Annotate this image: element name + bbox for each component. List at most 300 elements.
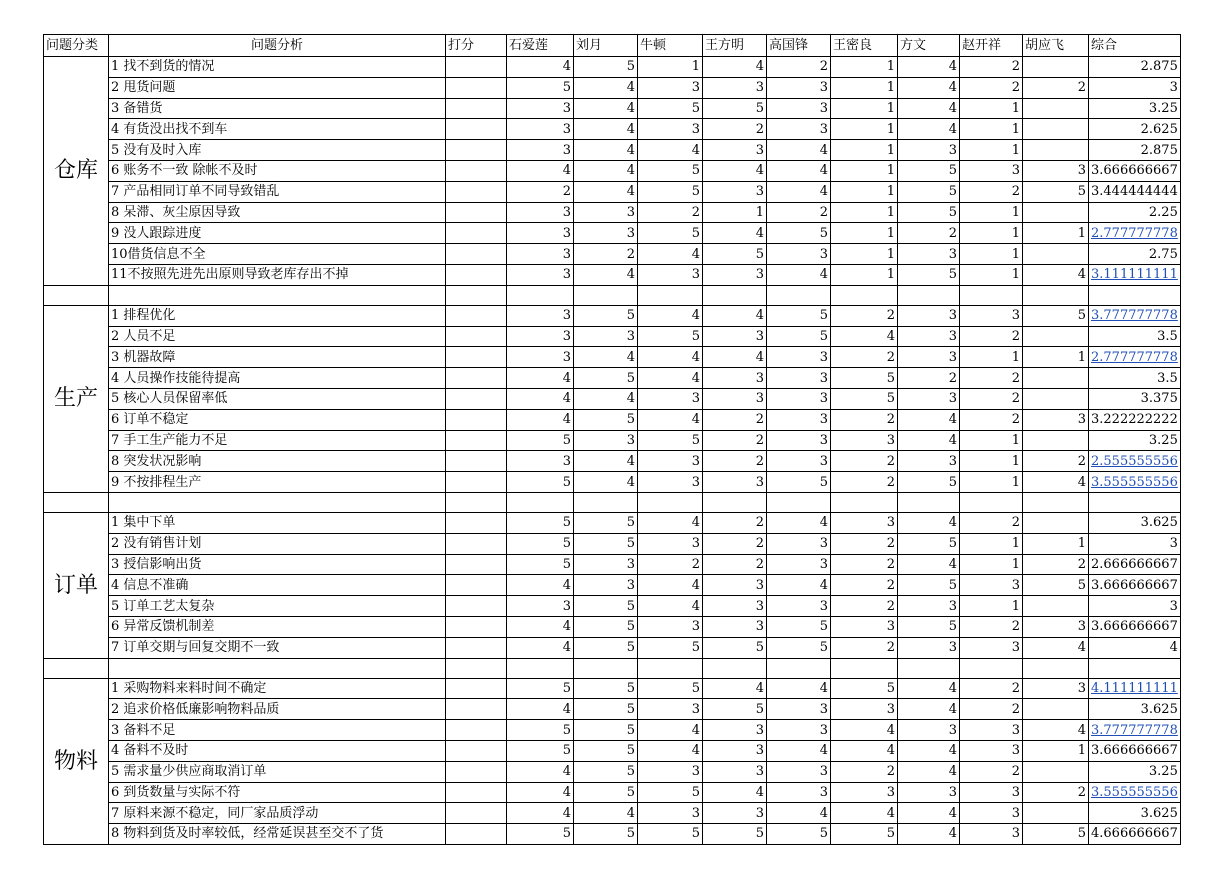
rater-score-cell[interactable]: 5: [507, 472, 574, 493]
issue-cell[interactable]: 4 备料不及时: [109, 740, 446, 761]
rater-score-cell[interactable]: 4: [507, 368, 574, 389]
score-column-cell[interactable]: [446, 803, 507, 824]
score-column-cell[interactable]: [446, 264, 507, 285]
rater-score-cell[interactable]: 5: [638, 98, 703, 119]
rater-score-cell[interactable]: [1023, 699, 1089, 720]
rater-score-cell[interactable]: 3: [574, 223, 638, 244]
score-column-cell[interactable]: [446, 782, 507, 803]
score-column-cell[interactable]: [446, 409, 507, 430]
rater-score-cell[interactable]: 2: [638, 202, 703, 223]
rater-score-cell[interactable]: 4: [898, 430, 960, 451]
rater-score-cell[interactable]: 3: [638, 451, 703, 472]
empty-cell[interactable]: [898, 492, 960, 512]
rater-score-cell[interactable]: 5: [574, 533, 638, 554]
average-cell[interactable]: 3.5: [1089, 326, 1181, 347]
rater-score-cell[interactable]: 4: [507, 388, 574, 409]
rater-score-cell[interactable]: [1023, 98, 1089, 119]
column-header[interactable]: 赵开祥: [960, 35, 1023, 57]
rater-score-cell[interactable]: 1: [703, 202, 767, 223]
rater-score-cell[interactable]: 5: [703, 98, 767, 119]
rater-score-cell[interactable]: 5: [767, 472, 831, 493]
rater-score-cell[interactable]: 5: [574, 824, 638, 845]
average-cell[interactable]: 3.666666667: [1089, 575, 1181, 596]
column-header[interactable]: 石爱莲: [507, 35, 574, 57]
issue-cell[interactable]: 3 备错货: [109, 98, 446, 119]
issue-cell[interactable]: 5 没有及时入库: [109, 140, 446, 161]
rater-score-cell[interactable]: 3: [638, 761, 703, 782]
average-cell[interactable]: 3: [1089, 77, 1181, 98]
rater-score-cell[interactable]: 3: [767, 596, 831, 617]
rater-score-cell[interactable]: 4: [831, 326, 898, 347]
rater-score-cell[interactable]: 4: [898, 119, 960, 140]
score-column-cell[interactable]: [446, 512, 507, 533]
rater-score-cell[interactable]: 4: [507, 575, 574, 596]
rater-score-cell[interactable]: 3: [960, 824, 1023, 845]
rater-score-cell[interactable]: 4: [898, 699, 960, 720]
rater-score-cell[interactable]: [1023, 326, 1089, 347]
issue-cell[interactable]: 7 订单交期与回复交期不一致: [109, 637, 446, 658]
category-cell[interactable]: 订单: [44, 512, 109, 658]
rater-score-cell[interactable]: 5: [898, 202, 960, 223]
rater-score-cell[interactable]: 2: [1023, 554, 1089, 575]
rater-score-cell[interactable]: 4: [574, 119, 638, 140]
rater-score-cell[interactable]: 3: [960, 160, 1023, 181]
rater-score-cell[interactable]: [1023, 202, 1089, 223]
rater-score-cell[interactable]: 4: [574, 803, 638, 824]
average-cell[interactable]: 2.666666667: [1089, 554, 1181, 575]
rater-score-cell[interactable]: 3: [831, 430, 898, 451]
rater-score-cell[interactable]: 3: [703, 740, 767, 761]
empty-cell[interactable]: [831, 285, 898, 305]
rater-score-cell[interactable]: 4: [898, 678, 960, 699]
category-cell[interactable]: 仓库: [44, 57, 109, 286]
rater-score-cell[interactable]: 3: [507, 119, 574, 140]
rater-score-cell[interactable]: 3: [767, 533, 831, 554]
empty-cell[interactable]: [1023, 658, 1089, 678]
rater-score-cell[interactable]: 2: [831, 347, 898, 368]
rater-score-cell[interactable]: 1: [831, 140, 898, 161]
issue-cell[interactable]: 1 找不到货的情况: [109, 57, 446, 78]
issue-cell[interactable]: 9 没人跟踪进度: [109, 223, 446, 244]
empty-cell[interactable]: [767, 285, 831, 305]
rater-score-cell[interactable]: 2: [898, 223, 960, 244]
rater-score-cell[interactable]: 5: [831, 824, 898, 845]
rater-score-cell[interactable]: 4: [898, 740, 960, 761]
average-link-cell[interactable]: 3.555555556: [1089, 782, 1181, 803]
rater-score-cell[interactable]: 2: [831, 472, 898, 493]
rater-score-cell[interactable]: 5: [638, 160, 703, 181]
empty-cell[interactable]: [1089, 658, 1181, 678]
empty-cell[interactable]: [44, 658, 109, 678]
rater-score-cell[interactable]: 3: [767, 699, 831, 720]
rater-score-cell[interactable]: 1: [1023, 223, 1089, 244]
rater-score-cell[interactable]: 5: [507, 678, 574, 699]
rater-score-cell[interactable]: 4: [574, 160, 638, 181]
rater-score-cell[interactable]: 4: [898, 98, 960, 119]
empty-cell[interactable]: [109, 285, 446, 305]
column-header[interactable]: 方文: [898, 35, 960, 57]
average-cell[interactable]: 2.75: [1089, 244, 1181, 265]
issue-cell[interactable]: 2 追求价格低廉影响物料品质: [109, 699, 446, 720]
rater-score-cell[interactable]: 2: [831, 451, 898, 472]
rater-score-cell[interactable]: 3: [831, 512, 898, 533]
score-column-cell[interactable]: [446, 77, 507, 98]
empty-cell[interactable]: [638, 285, 703, 305]
rater-score-cell[interactable]: 2: [831, 596, 898, 617]
empty-cell[interactable]: [1023, 492, 1089, 512]
rater-score-cell[interactable]: 4: [703, 782, 767, 803]
rater-score-cell[interactable]: 4: [898, 409, 960, 430]
empty-cell[interactable]: [898, 285, 960, 305]
rater-score-cell[interactable]: 2: [960, 388, 1023, 409]
rater-score-cell[interactable]: 4: [638, 140, 703, 161]
rater-score-cell[interactable]: 3: [960, 720, 1023, 741]
average-link-cell[interactable]: 3.111111111: [1089, 264, 1181, 285]
rater-score-cell[interactable]: 3: [703, 720, 767, 741]
rater-score-cell[interactable]: 5: [831, 678, 898, 699]
score-column-cell[interactable]: [446, 575, 507, 596]
rater-score-cell[interactable]: 3: [703, 181, 767, 202]
rater-score-cell[interactable]: 3: [507, 264, 574, 285]
rater-score-cell[interactable]: 1: [960, 98, 1023, 119]
category-cell[interactable]: 生产: [44, 305, 109, 492]
average-cell[interactable]: 3.25: [1089, 98, 1181, 119]
rater-score-cell[interactable]: 5: [574, 740, 638, 761]
empty-cell[interactable]: [446, 658, 507, 678]
rater-score-cell[interactable]: 3: [507, 326, 574, 347]
rater-score-cell[interactable]: 4: [638, 305, 703, 326]
empty-cell[interactable]: [638, 492, 703, 512]
rater-score-cell[interactable]: 5: [767, 616, 831, 637]
rater-score-cell[interactable]: 5: [574, 720, 638, 741]
score-column-cell[interactable]: [446, 554, 507, 575]
rater-score-cell[interactable]: 1: [1023, 740, 1089, 761]
rater-score-cell[interactable]: 3: [898, 388, 960, 409]
rater-score-cell[interactable]: 1: [960, 533, 1023, 554]
rater-score-cell[interactable]: 5: [638, 223, 703, 244]
rater-score-cell[interactable]: 5: [574, 512, 638, 533]
rater-score-cell[interactable]: 5: [574, 368, 638, 389]
average-cell[interactable]: 3.625: [1089, 803, 1181, 824]
rater-score-cell[interactable]: 5: [767, 637, 831, 658]
score-column-cell[interactable]: [446, 119, 507, 140]
rater-score-cell[interactable]: [1023, 512, 1089, 533]
rater-score-cell[interactable]: 3: [638, 119, 703, 140]
empty-cell[interactable]: [574, 658, 638, 678]
empty-cell[interactable]: [960, 658, 1023, 678]
rater-score-cell[interactable]: 1: [960, 244, 1023, 265]
rater-score-cell[interactable]: 1: [960, 554, 1023, 575]
rater-score-cell[interactable]: 1: [960, 472, 1023, 493]
rater-score-cell[interactable]: 4: [638, 720, 703, 741]
rater-score-cell[interactable]: 3: [960, 305, 1023, 326]
rater-score-cell[interactable]: 3: [767, 347, 831, 368]
rater-score-cell[interactable]: 3: [767, 451, 831, 472]
score-column-cell[interactable]: [446, 326, 507, 347]
rater-score-cell[interactable]: 2: [703, 119, 767, 140]
rater-score-cell[interactable]: 1: [1023, 533, 1089, 554]
rater-score-cell[interactable]: [1023, 596, 1089, 617]
score-column-cell[interactable]: [446, 740, 507, 761]
column-header[interactable]: 王密良: [831, 35, 898, 57]
rater-score-cell[interactable]: 3: [898, 140, 960, 161]
rater-score-cell[interactable]: 1: [831, 77, 898, 98]
rater-score-cell[interactable]: 5: [574, 596, 638, 617]
empty-cell[interactable]: [507, 492, 574, 512]
empty-cell[interactable]: [960, 492, 1023, 512]
average-cell[interactable]: 3.375: [1089, 388, 1181, 409]
rater-score-cell[interactable]: 3: [960, 782, 1023, 803]
rater-score-cell[interactable]: 3: [638, 533, 703, 554]
issue-cell[interactable]: 8 物料到货及时率较低，经常延误甚至交不了货: [109, 824, 446, 845]
rater-score-cell[interactable]: 4: [507, 57, 574, 78]
average-cell[interactable]: 3: [1089, 596, 1181, 617]
rater-score-cell[interactable]: 2: [831, 575, 898, 596]
rater-score-cell[interactable]: 4: [703, 57, 767, 78]
rater-score-cell[interactable]: 4: [898, 57, 960, 78]
rater-score-cell[interactable]: 4: [898, 761, 960, 782]
rater-score-cell[interactable]: 4: [703, 347, 767, 368]
rater-score-cell[interactable]: 5: [574, 305, 638, 326]
rater-score-cell[interactable]: 4: [507, 761, 574, 782]
rater-score-cell[interactable]: 5: [767, 305, 831, 326]
rater-score-cell[interactable]: 2: [960, 761, 1023, 782]
rater-score-cell[interactable]: [1023, 803, 1089, 824]
rater-score-cell[interactable]: 3: [703, 264, 767, 285]
rater-score-cell[interactable]: 3: [1023, 409, 1089, 430]
empty-cell[interactable]: [574, 285, 638, 305]
average-cell[interactable]: 3.666666667: [1089, 616, 1181, 637]
issue-cell[interactable]: 6 异常反馈机制差: [109, 616, 446, 637]
score-column-cell[interactable]: [446, 596, 507, 617]
rater-score-cell[interactable]: 1: [960, 264, 1023, 285]
rater-score-cell[interactable]: 3: [703, 596, 767, 617]
average-cell[interactable]: 4: [1089, 637, 1181, 658]
issue-cell[interactable]: 6 账务不一致 除帐不及时: [109, 160, 446, 181]
issue-cell[interactable]: 10借货信息不全: [109, 244, 446, 265]
rater-score-cell[interactable]: 2: [767, 57, 831, 78]
rater-score-cell[interactable]: 3: [960, 637, 1023, 658]
rater-score-cell[interactable]: 5: [703, 244, 767, 265]
empty-cell[interactable]: [574, 492, 638, 512]
rater-score-cell[interactable]: 5: [574, 409, 638, 430]
rater-score-cell[interactable]: 5: [703, 699, 767, 720]
rater-score-cell[interactable]: 4: [507, 637, 574, 658]
rater-score-cell[interactable]: 3: [831, 616, 898, 637]
rater-score-cell[interactable]: 5: [574, 57, 638, 78]
score-column-cell[interactable]: [446, 202, 507, 223]
category-cell[interactable]: 物料: [44, 678, 109, 844]
issue-cell[interactable]: 1 集中下单: [109, 512, 446, 533]
average-cell[interactable]: 3.625: [1089, 699, 1181, 720]
rater-score-cell[interactable]: 4: [831, 803, 898, 824]
rater-score-cell[interactable]: 3: [703, 140, 767, 161]
rater-score-cell[interactable]: 2: [831, 533, 898, 554]
rater-score-cell[interactable]: 3: [638, 803, 703, 824]
empty-cell[interactable]: [446, 285, 507, 305]
rater-score-cell[interactable]: 4: [1023, 637, 1089, 658]
rater-score-cell[interactable]: 5: [767, 223, 831, 244]
rater-score-cell[interactable]: 3: [898, 347, 960, 368]
rater-score-cell[interactable]: 3: [1023, 616, 1089, 637]
rater-score-cell[interactable]: 2: [831, 554, 898, 575]
rater-score-cell[interactable]: 4: [703, 678, 767, 699]
rater-score-cell[interactable]: 1: [960, 451, 1023, 472]
rater-score-cell[interactable]: 3: [767, 388, 831, 409]
rater-score-cell[interactable]: 4: [638, 512, 703, 533]
rater-score-cell[interactable]: 1: [960, 596, 1023, 617]
issue-cell[interactable]: 2 没有销售计划: [109, 533, 446, 554]
rater-score-cell[interactable]: 3: [507, 596, 574, 617]
rater-score-cell[interactable]: 3: [574, 326, 638, 347]
rater-score-cell[interactable]: 2: [960, 409, 1023, 430]
rater-score-cell[interactable]: 1: [831, 244, 898, 265]
rater-score-cell[interactable]: 4: [767, 160, 831, 181]
average-link-cell[interactable]: 3.777777778: [1089, 305, 1181, 326]
rater-score-cell[interactable]: 4: [638, 409, 703, 430]
rater-score-cell[interactable]: 4: [767, 512, 831, 533]
rater-score-cell[interactable]: 5: [638, 637, 703, 658]
rater-score-cell[interactable]: 5: [574, 637, 638, 658]
average-cell[interactable]: 3.5: [1089, 368, 1181, 389]
rater-score-cell[interactable]: 5: [507, 554, 574, 575]
rater-score-cell[interactable]: 3: [574, 430, 638, 451]
score-column-cell[interactable]: [446, 140, 507, 161]
rater-score-cell[interactable]: 3: [898, 782, 960, 803]
rater-score-cell[interactable]: 3: [638, 264, 703, 285]
empty-cell[interactable]: [638, 658, 703, 678]
rater-score-cell[interactable]: 5: [898, 160, 960, 181]
rater-score-cell[interactable]: 1: [831, 160, 898, 181]
issue-cell[interactable]: 4 人员操作技能待提高: [109, 368, 446, 389]
rater-score-cell[interactable]: [1023, 761, 1089, 782]
empty-cell[interactable]: [1089, 492, 1181, 512]
rater-score-cell[interactable]: 2: [960, 57, 1023, 78]
rater-score-cell[interactable]: 2: [960, 326, 1023, 347]
rater-score-cell[interactable]: 1: [1023, 347, 1089, 368]
score-column-cell[interactable]: [446, 761, 507, 782]
average-cell[interactable]: 2.625: [1089, 119, 1181, 140]
issue-cell[interactable]: 6 到货数量与实际不符: [109, 782, 446, 803]
issue-cell[interactable]: 5 需求量少供应商取消订单: [109, 761, 446, 782]
rater-score-cell[interactable]: 2: [703, 451, 767, 472]
rater-score-cell[interactable]: 4: [638, 740, 703, 761]
rater-score-cell[interactable]: 3: [574, 575, 638, 596]
empty-cell[interactable]: [44, 285, 109, 305]
rater-score-cell[interactable]: 3: [703, 803, 767, 824]
rater-score-cell[interactable]: 2: [638, 554, 703, 575]
rater-score-cell[interactable]: 4: [574, 140, 638, 161]
rater-score-cell[interactable]: 3: [703, 616, 767, 637]
rater-score-cell[interactable]: 3: [767, 554, 831, 575]
rater-score-cell[interactable]: 3: [507, 451, 574, 472]
average-cell[interactable]: 3.25: [1089, 761, 1181, 782]
rater-score-cell[interactable]: 4: [574, 472, 638, 493]
score-column-cell[interactable]: [446, 347, 507, 368]
rater-score-cell[interactable]: 4: [507, 160, 574, 181]
average-cell[interactable]: 2.875: [1089, 140, 1181, 161]
issue-cell[interactable]: 8 呆滞、灰尘原因导致: [109, 202, 446, 223]
rater-score-cell[interactable]: 1: [831, 202, 898, 223]
rater-score-cell[interactable]: 4: [638, 244, 703, 265]
rater-score-cell[interactable]: 3: [1023, 678, 1089, 699]
rater-score-cell[interactable]: 3: [767, 409, 831, 430]
rater-score-cell[interactable]: 3: [898, 637, 960, 658]
rater-score-cell[interactable]: 3: [767, 720, 831, 741]
rater-score-cell[interactable]: 5: [898, 472, 960, 493]
rater-score-cell[interactable]: 3: [1023, 160, 1089, 181]
rater-score-cell[interactable]: 5: [507, 512, 574, 533]
rater-score-cell[interactable]: 4: [638, 596, 703, 617]
rater-score-cell[interactable]: 3: [703, 368, 767, 389]
rater-score-cell[interactable]: 3: [898, 720, 960, 741]
rater-score-cell[interactable]: 4: [507, 699, 574, 720]
rater-score-cell[interactable]: 1: [960, 347, 1023, 368]
rater-score-cell[interactable]: [1023, 119, 1089, 140]
rater-score-cell[interactable]: 2: [831, 409, 898, 430]
rater-score-cell[interactable]: 4: [703, 160, 767, 181]
average-cell[interactable]: 3.222222222: [1089, 409, 1181, 430]
rater-score-cell[interactable]: [1023, 244, 1089, 265]
issue-cell[interactable]: 3 授信影响出货: [109, 554, 446, 575]
rater-score-cell[interactable]: 4: [507, 409, 574, 430]
column-header[interactable]: 高国锋: [767, 35, 831, 57]
rater-score-cell[interactable]: 2: [1023, 782, 1089, 803]
rater-score-cell[interactable]: 4: [898, 803, 960, 824]
empty-cell[interactable]: [703, 285, 767, 305]
rater-score-cell[interactable]: 2: [703, 409, 767, 430]
rater-score-cell[interactable]: 4: [767, 140, 831, 161]
rater-score-cell[interactable]: 5: [574, 782, 638, 803]
rater-score-cell[interactable]: 5: [898, 575, 960, 596]
rater-score-cell[interactable]: 3: [767, 761, 831, 782]
rater-score-cell[interactable]: 4: [1023, 720, 1089, 741]
average-cell[interactable]: 3: [1089, 533, 1181, 554]
rater-score-cell[interactable]: 5: [574, 678, 638, 699]
rater-score-cell[interactable]: 5: [898, 616, 960, 637]
column-header[interactable]: 胡应飞: [1023, 35, 1089, 57]
rater-score-cell[interactable]: 4: [898, 512, 960, 533]
issue-cell[interactable]: 6 订单不稳定: [109, 409, 446, 430]
issue-cell[interactable]: 3 机器故障: [109, 347, 446, 368]
issue-cell[interactable]: 7 产品相同订单不同导致错乱: [109, 181, 446, 202]
rater-score-cell[interactable]: 4: [767, 264, 831, 285]
rater-score-cell[interactable]: 4: [507, 782, 574, 803]
average-link-cell[interactable]: 3.555555556: [1089, 472, 1181, 493]
issue-cell[interactable]: 7 手工生产能力不足: [109, 430, 446, 451]
rater-score-cell[interactable]: 3: [638, 77, 703, 98]
rater-score-cell[interactable]: 5: [638, 824, 703, 845]
rater-score-cell[interactable]: 5: [703, 824, 767, 845]
rater-score-cell[interactable]: 2: [960, 368, 1023, 389]
rater-score-cell[interactable]: [1023, 140, 1089, 161]
rater-score-cell[interactable]: 5: [507, 533, 574, 554]
rater-score-cell[interactable]: 3: [898, 451, 960, 472]
rater-score-cell[interactable]: 4: [1023, 264, 1089, 285]
issue-cell[interactable]: 2 人员不足: [109, 326, 446, 347]
score-column-cell[interactable]: [446, 98, 507, 119]
rater-score-cell[interactable]: 2: [960, 77, 1023, 98]
rater-score-cell[interactable]: 3: [898, 305, 960, 326]
score-column-cell[interactable]: [446, 472, 507, 493]
rater-score-cell[interactable]: 3: [767, 98, 831, 119]
rater-score-cell[interactable]: 2: [960, 678, 1023, 699]
rater-score-cell[interactable]: 3: [898, 326, 960, 347]
rater-score-cell[interactable]: 5: [507, 824, 574, 845]
rater-score-cell[interactable]: 2: [1023, 77, 1089, 98]
score-column-cell[interactable]: [446, 430, 507, 451]
rater-score-cell[interactable]: 5: [507, 740, 574, 761]
